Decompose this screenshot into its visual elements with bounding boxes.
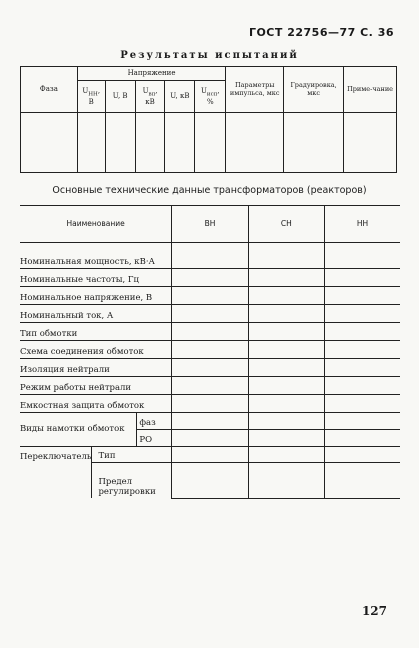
spec-label: Номинальное напряжение, В (20, 286, 172, 304)
col-grad: Градуировка, мкс (284, 67, 344, 113)
results-title: Результаты испытаний (120, 50, 299, 61)
switch-label: Переключатель (20, 446, 92, 462)
switch-row (20, 446, 400, 462)
switch-type: Тип (92, 446, 172, 462)
col-params: Параметры импульса, мкс (226, 67, 284, 113)
spec-row (20, 268, 400, 286)
spec-row (20, 304, 400, 322)
winding-ro: РО (137, 429, 172, 446)
spec-label: Режим работы нейтрали (20, 376, 172, 394)
spec-row (20, 376, 400, 394)
col-voltage: Напряжение (77, 67, 226, 81)
sub-ukv: U, кВ (165, 81, 195, 113)
col-note: Приме-чание (344, 67, 397, 113)
spec-row (20, 286, 400, 304)
spec-row (20, 394, 400, 412)
spec-label: Емкостная защита обмоток (20, 394, 172, 412)
col-sn: СН (248, 206, 324, 243)
results-table (20, 66, 397, 173)
specs-title: Основные технические данные трансформаторов (реакторов) (52, 185, 367, 196)
spec-row (20, 358, 400, 376)
col-vn: ВН (172, 206, 248, 243)
spec-row (20, 340, 400, 358)
sub-uvn: $U_{вп}$, кВ (135, 81, 165, 113)
col-phase: Фаза (21, 67, 78, 113)
switch-limit-row (20, 462, 400, 498)
specs-table (20, 205, 400, 499)
col-name: Наименование (20, 206, 172, 243)
sub-uisp: $U_{исп}$, % (195, 81, 226, 113)
spec-label: Схема соединения обмоток (20, 340, 172, 358)
spec-label: Номинальные частоты, Гц (20, 268, 172, 286)
spec-row (20, 251, 400, 269)
sub-u: U, В (105, 81, 135, 113)
document-header: ГОСТ 22756—77 С. 36 (248, 26, 394, 39)
sub-unn: $U_{НН}$, В (77, 81, 105, 113)
results-empty-row (21, 113, 397, 173)
col-nn: НН (325, 206, 400, 243)
winding-row (20, 412, 400, 429)
spec-label: Номинальная мощность, кВ·А (20, 251, 172, 269)
winding-faz: фаз (137, 412, 172, 429)
spec-row (20, 322, 400, 340)
page-number: 127 (361, 604, 387, 618)
winding-label: Виды намотки обмоток (20, 423, 125, 434)
spec-label: Номинальный ток, А (20, 304, 172, 322)
spec-label: Тип обмотки (20, 322, 172, 340)
switch-limit: Предел регулировки (92, 462, 172, 498)
spec-label: Изоляция нейтрали (20, 358, 172, 376)
